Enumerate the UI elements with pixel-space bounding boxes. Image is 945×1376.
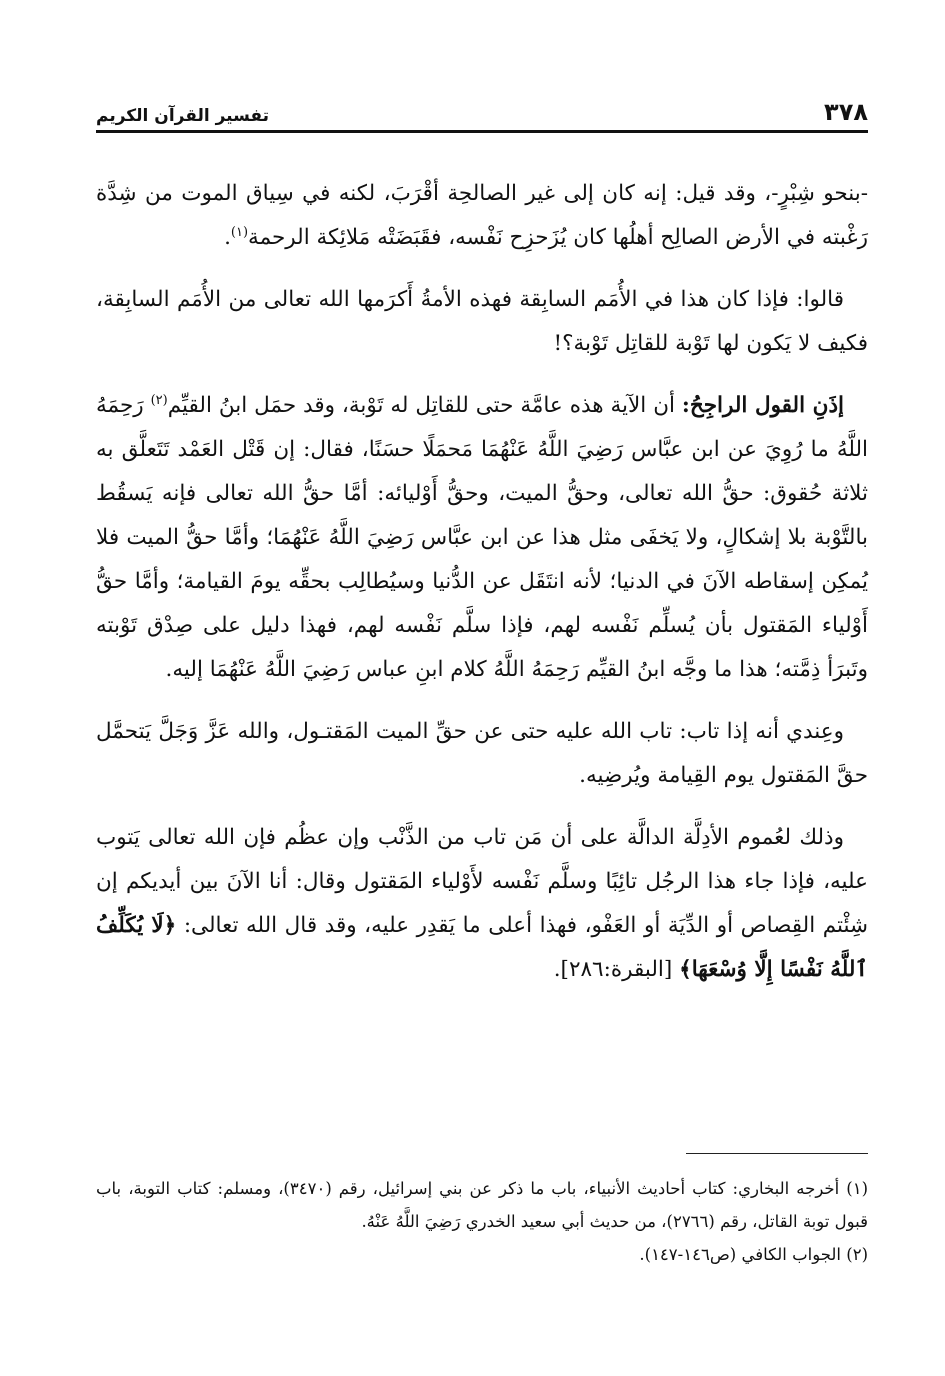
footnote-marker: (٢) [150,392,168,408]
paragraph [96,816,868,992]
text-run: -بنحو شِبْرٍ-، وقد قيل: إنه كان إلى غير الصالحِة أقْرَبَ، لكنه في سِياق الموت من شِدَّة رَغْبته في الأرض الصالِح أهلُها كان يُزَحزِح نَفْسه، فقَبَضَتْه مَلائِكة الرحمة [96,181,868,250]
page-header [96,92,868,133]
text-run: . [224,225,231,250]
paragraph [96,172,868,260]
running-title: تفسير القرآن الكريم [96,106,270,126]
footnote: (١) أخرجه البخاري: كتاب أحاديث الأنبياء، باب ما ذكر عن بني إسرائيل، رقم (٣٤٧٠)، ومسلم: كتاب التوبة، باب قبول توبة القاتل، رقم (٢٧٦٦)، من حديث أبي سعيد الخدري رَضِيَ اللَّهُ عَنْهُ. [96,1179,868,1231]
footnote: (٢) الجواب الكافي (ص١٤٦-١٤٧). [639,1245,868,1264]
text-run: أن الآية هذه عامَّة حتى للقاتِل له تَوْبة، وقد حمَل ابنُ القيِّم [167,393,682,418]
text-run: وذلك لعُموم الأدِلَّة الدالَّة على أن مَن تاب من الذَّنْب وإن عظُم فإن الله تعالى يَتوب عليه، فإذا جاء هذا الرجُل تائِبًا وسلَّم نَفْسه لأَوْلياء المَقتول وقال: أنا الآنَ بين أيديكم إن شِئْتم القِصاص أو الدِّيَة أو العَفْو، فهذا أعلى ما يَقدِر عليه، وقد قال الله تعالى: [96,825,869,938]
paragraph [96,278,868,366]
body-text [96,172,868,1010]
text-run: قالوا: فإذا كان هذا في الأُمَم السابِقة فهذه الأمةُ أَكرَمها الله تعالى من الأُمَم السابِقة، فكيف لا يَكون لها تَوْبة للقاتِل تَوْبة؟! [96,287,868,356]
quran-verse: ﴿لَا يُكَلِّفُ ٱللَّهُ نَفْسًا إِلَّا وُسْعَهَا﴾ [96,913,868,982]
text-run: [البقرة:٢٨٦]. [553,957,680,982]
footnotes [96,1172,868,1271]
paragraph [96,710,868,798]
text-run: رَحِمَهُ اللَّهُ ما رُوِيَ عن ابن عبَّاس رَضِيَ اللَّهُ عَنْهُمَا مَحمَلًا حسَنًا، فقال: إن قَتْل العَمْد تَتَعلَّق به ثلاثة حُقوق: حقُّ الله تعالى، وحقُّ الميت، وحقُّ أَوْليائه: أمَّا حقُّ الله تعالى فإنه يَسقُط بالتَّوْبة بلا إشكالٍ، ولا يَخفَى مثل هذا عن ابن عبَّاس رَضِيَ اللَّهُ عَنْهُمَا؛ وأمَّا حقُّ الميت فلا يُمكِن إسقاطه الآنَ في الدنيا؛ لأنه انتَقَل عن الدُّنيا وسيُطالِب بحقِّه يومَ القيامة؛ وأمَّا حقُّ أَوْلياء المَقتول بأن يُسلِّم نَفْسه لهم، فإذا سلَّم نَفْسه لهم، فهذا دليل على صِدْق تَوْبته وتَبرَأ ذِمَّته؛ هذا ما وجَّه ابنُ القيِّم رَحِمَهُ اللَّهُ كلام ابنِ عباس رَضِيَ اللَّهُ عَنْهُمَا إليه. [96,393,868,682]
page-number: ٣٧٨ [824,98,868,126]
footnote-divider [686,1153,868,1154]
paragraph [96,384,868,692]
footnote-marker: (١) [230,224,249,240]
lead-phrase: إذَنِ القول الراجِحُ: [681,393,845,418]
text-run: وعِندي أنه إذا تاب: تاب الله عليه حتى عن حقِّ الميت المَقتـول، والله عَزَّ وَجَلَّ يَتحمَّل حقَّ المَقتول يوم القِيامة ويُرضِيه. [96,719,868,788]
